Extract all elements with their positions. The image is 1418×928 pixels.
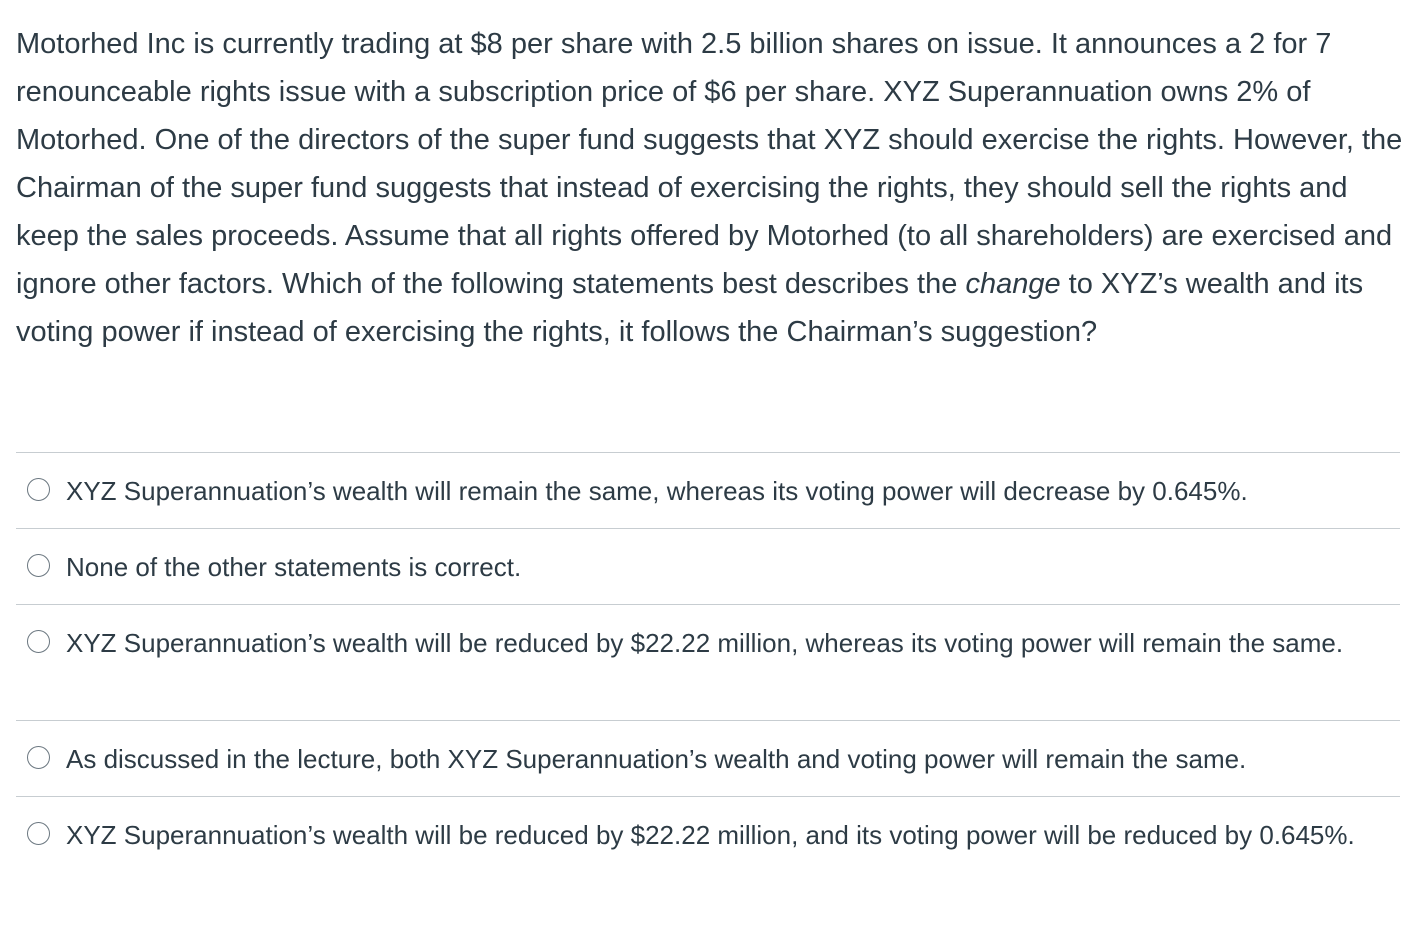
- radio-button-icon[interactable]: [27, 822, 50, 845]
- radio-button-icon[interactable]: [27, 478, 50, 501]
- question-text-part2: to XYZ’s wealth and its voting power if instead of exercising the rights, it follows the Chairman’s suggestion?: [16, 268, 1364, 348]
- question-text: [16, 20, 1406, 356]
- radio-button-icon[interactable]: [27, 630, 50, 653]
- answer-label: XYZ Superannuation’s wealth will be reduced by $22.22 million, whereas its voting power will remain the same.: [66, 628, 1344, 658]
- question-emphasis: change: [965, 268, 1061, 300]
- radio-button-icon[interactable]: [27, 554, 50, 577]
- question-text-part1: Motorhed Inc is currently trading at $8 per share with 2.5 billion shares on issue. It announces a 2 for 7 renounceable rights issue with a subscription price of $6 per share. XYZ Superannuation owns 2% of Motorhed. One of the directors of the super fund suggests that XYZ should exercise the rights. However, the Chairman of the super fund suggests that instead of exercising the rights, they should sell the rights and keep the sales proceeds. Assume that all rights offered by Motorhed (to all shareholders) are exercised and ignore other factors. Which of the following statements best describes the: [16, 28, 1403, 300]
- answer-label: XYZ Superannuation’s wealth will remain the same, whereas its voting power will decrease by 0.645%.: [66, 476, 1248, 506]
- answer-option-2[interactable]: [16, 528, 1400, 604]
- answer-option-3[interactable]: [16, 604, 1400, 720]
- answer-option-5[interactable]: [16, 796, 1400, 912]
- answer-list: [16, 452, 1400, 912]
- answer-option-4[interactable]: [16, 720, 1400, 796]
- answer-label: As discussed in the lecture, both XYZ Superannuation’s wealth and voting power will remain the same.: [66, 744, 1247, 774]
- answer-label: XYZ Superannuation’s wealth will be reduced by $22.22 million, and its voting power will be reduced by 0.645%.: [66, 820, 1355, 850]
- answer-label: None of the other statements is correct.: [66, 552, 522, 582]
- answer-option-1[interactable]: [16, 452, 1400, 528]
- radio-button-icon[interactable]: [27, 746, 50, 769]
